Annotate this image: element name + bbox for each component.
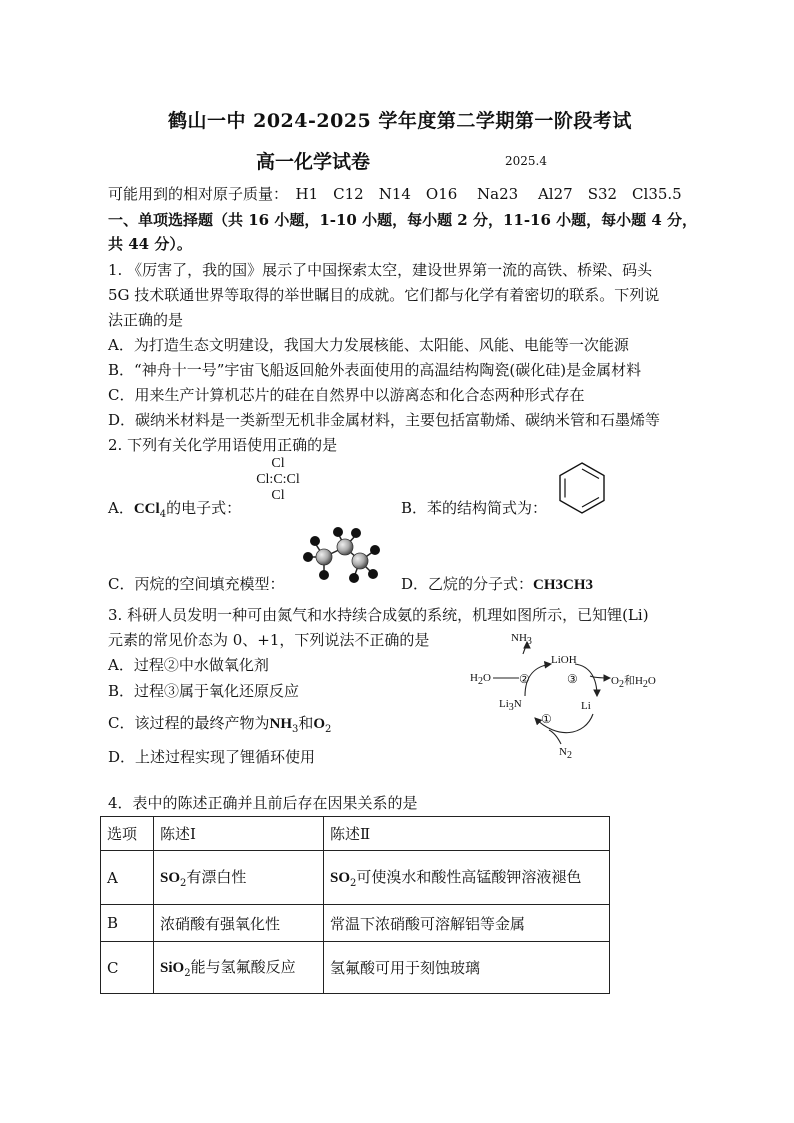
step-2-marker: ② <box>519 672 530 686</box>
row-option: B <box>101 905 154 942</box>
atomic-masses: 可能用到的相对原子质量： H1 C12 N14 O16 Na23 Al27 S32 Cl35.5 <box>108 185 682 203</box>
q3-option-d: D．上述过程实现了锂循环使用 <box>108 748 316 766</box>
header-statement-2: 陈述Ⅱ <box>324 817 610 851</box>
row-statement-1: $SO_2$有漂白性 <box>154 851 324 905</box>
header-statement-1: 陈述Ⅰ <box>154 817 324 851</box>
q1-stem-line2: 5G 技术联通世界等取得的举世瞩目的成就。它们都与化学有着密切的联系。下列说 <box>108 286 660 304</box>
section-heading-line2: 共 44 分）。 <box>108 235 192 253</box>
table-row <box>101 942 610 994</box>
label-nh3: $NH_3$ <box>511 632 532 648</box>
ccl4-lewis-structure: Cl Cl:C:Cl Cl <box>256 456 300 503</box>
q2-option-d: D．乙烷的分子式：CH3CH3 <box>401 575 594 593</box>
step-3-marker: ③ <box>567 672 578 686</box>
lithium-cycle-diagram <box>465 626 665 766</box>
q2-option-a: A．CCl$_4$的电子式： <box>108 499 242 520</box>
q1-option-d: D．碳纳米材料是一类新型无机非金属材料，主要包括富勒烯、碳纳米管和石墨烯等 <box>108 411 661 429</box>
row-option: A <box>101 851 154 905</box>
q2-option-b: B．苯的结构简式为： <box>401 499 548 517</box>
q4-stem: 4．表中的陈述正确并且前后存在因果关系的是 <box>108 794 418 812</box>
row-statement-1: 浓硝酸有强氧化性 <box>154 905 324 942</box>
benzene-ring-icon <box>556 460 608 516</box>
table-header-row <box>101 817 610 851</box>
exam-subtitle: 高一化学试卷 <box>256 151 371 173</box>
section-heading-line1: 一、单项选择题（共 16 小题，1-10 小题，每小题 2 分，11-16 小题，每小题 4 分， <box>108 211 698 229</box>
cycle-arrows <box>465 626 665 766</box>
header-option: 选项 <box>101 817 154 851</box>
exam-title: 鹤山一中 2024-2025 学年度第二学期第一阶段考试 <box>168 110 632 132</box>
table-row <box>101 851 610 905</box>
q1-stem-line1: 1. 《厉害了，我的国》展示了中国探索太空，建设世界第一流的高铁、桥梁、码头 <box>108 261 653 279</box>
q1-stem-line3: 法正确的是 <box>108 311 184 329</box>
q3-option-b: B．过程③属于氧化还原反应 <box>108 682 300 700</box>
q1-option-b: B．“神舟十一号”宇宙飞船返回舱外表面使用的高温结构陶瓷(碳化硅)是金属材料 <box>108 361 642 379</box>
row-statement-2: $SO_2$可使溴水和酸性高锰酸钾溶液褪色 <box>324 851 610 905</box>
label-lioh: LiOH <box>551 654 577 666</box>
q3-option-a: A．过程②中水做氧化剂 <box>108 656 269 674</box>
label-n2: $N_2$ <box>559 746 572 762</box>
label-li3n: $Li_3N$ <box>499 698 522 714</box>
table-row <box>101 905 610 942</box>
propane-model-icon <box>298 527 384 583</box>
row-statement-1: SiO$_2$能与氢氟酸反应 <box>154 942 324 994</box>
q4-table <box>100 816 610 994</box>
label-li: Li <box>581 700 591 712</box>
q3-stem-line2: 元素的常见价态为 0、+1，下列说法不正确的是 <box>108 631 430 649</box>
row-statement-2: 常温下浓硝酸可溶解铝等金属 <box>324 905 610 942</box>
exam-date: 2025.4 <box>505 154 547 168</box>
row-option: C <box>101 942 154 994</box>
q1-option-c: C．用来生产计算机芯片的硅在自然界中以游离态和化合态两种形式存在 <box>108 386 585 404</box>
q1-option-a: A．为打造生态文明建设，我国大力发展核能、太阳能、风能、电能等一次能源 <box>108 336 629 354</box>
q2-option-c: C．丙烷的空间填充模型： <box>108 575 285 593</box>
label-h2o: $H_2O$ <box>470 672 491 688</box>
q2-stem: 2. 下列有关化学用语使用正确的是 <box>108 436 338 454</box>
row-statement-2: 氢氟酸可用于刻蚀玻璃 <box>324 942 610 994</box>
q3-stem-line1: 3. 科研人员发明一种可由氮气和水持续合成氨的系统，机理如图所示，已知锂(Li) <box>108 606 649 624</box>
q3-option-c: C．该过程的最终产物为$NH_3$和$O_2$ <box>108 714 332 735</box>
step-1-marker: ① <box>541 712 552 726</box>
label-o2-h2o: $O_2$和$H_2O$ <box>611 675 656 691</box>
